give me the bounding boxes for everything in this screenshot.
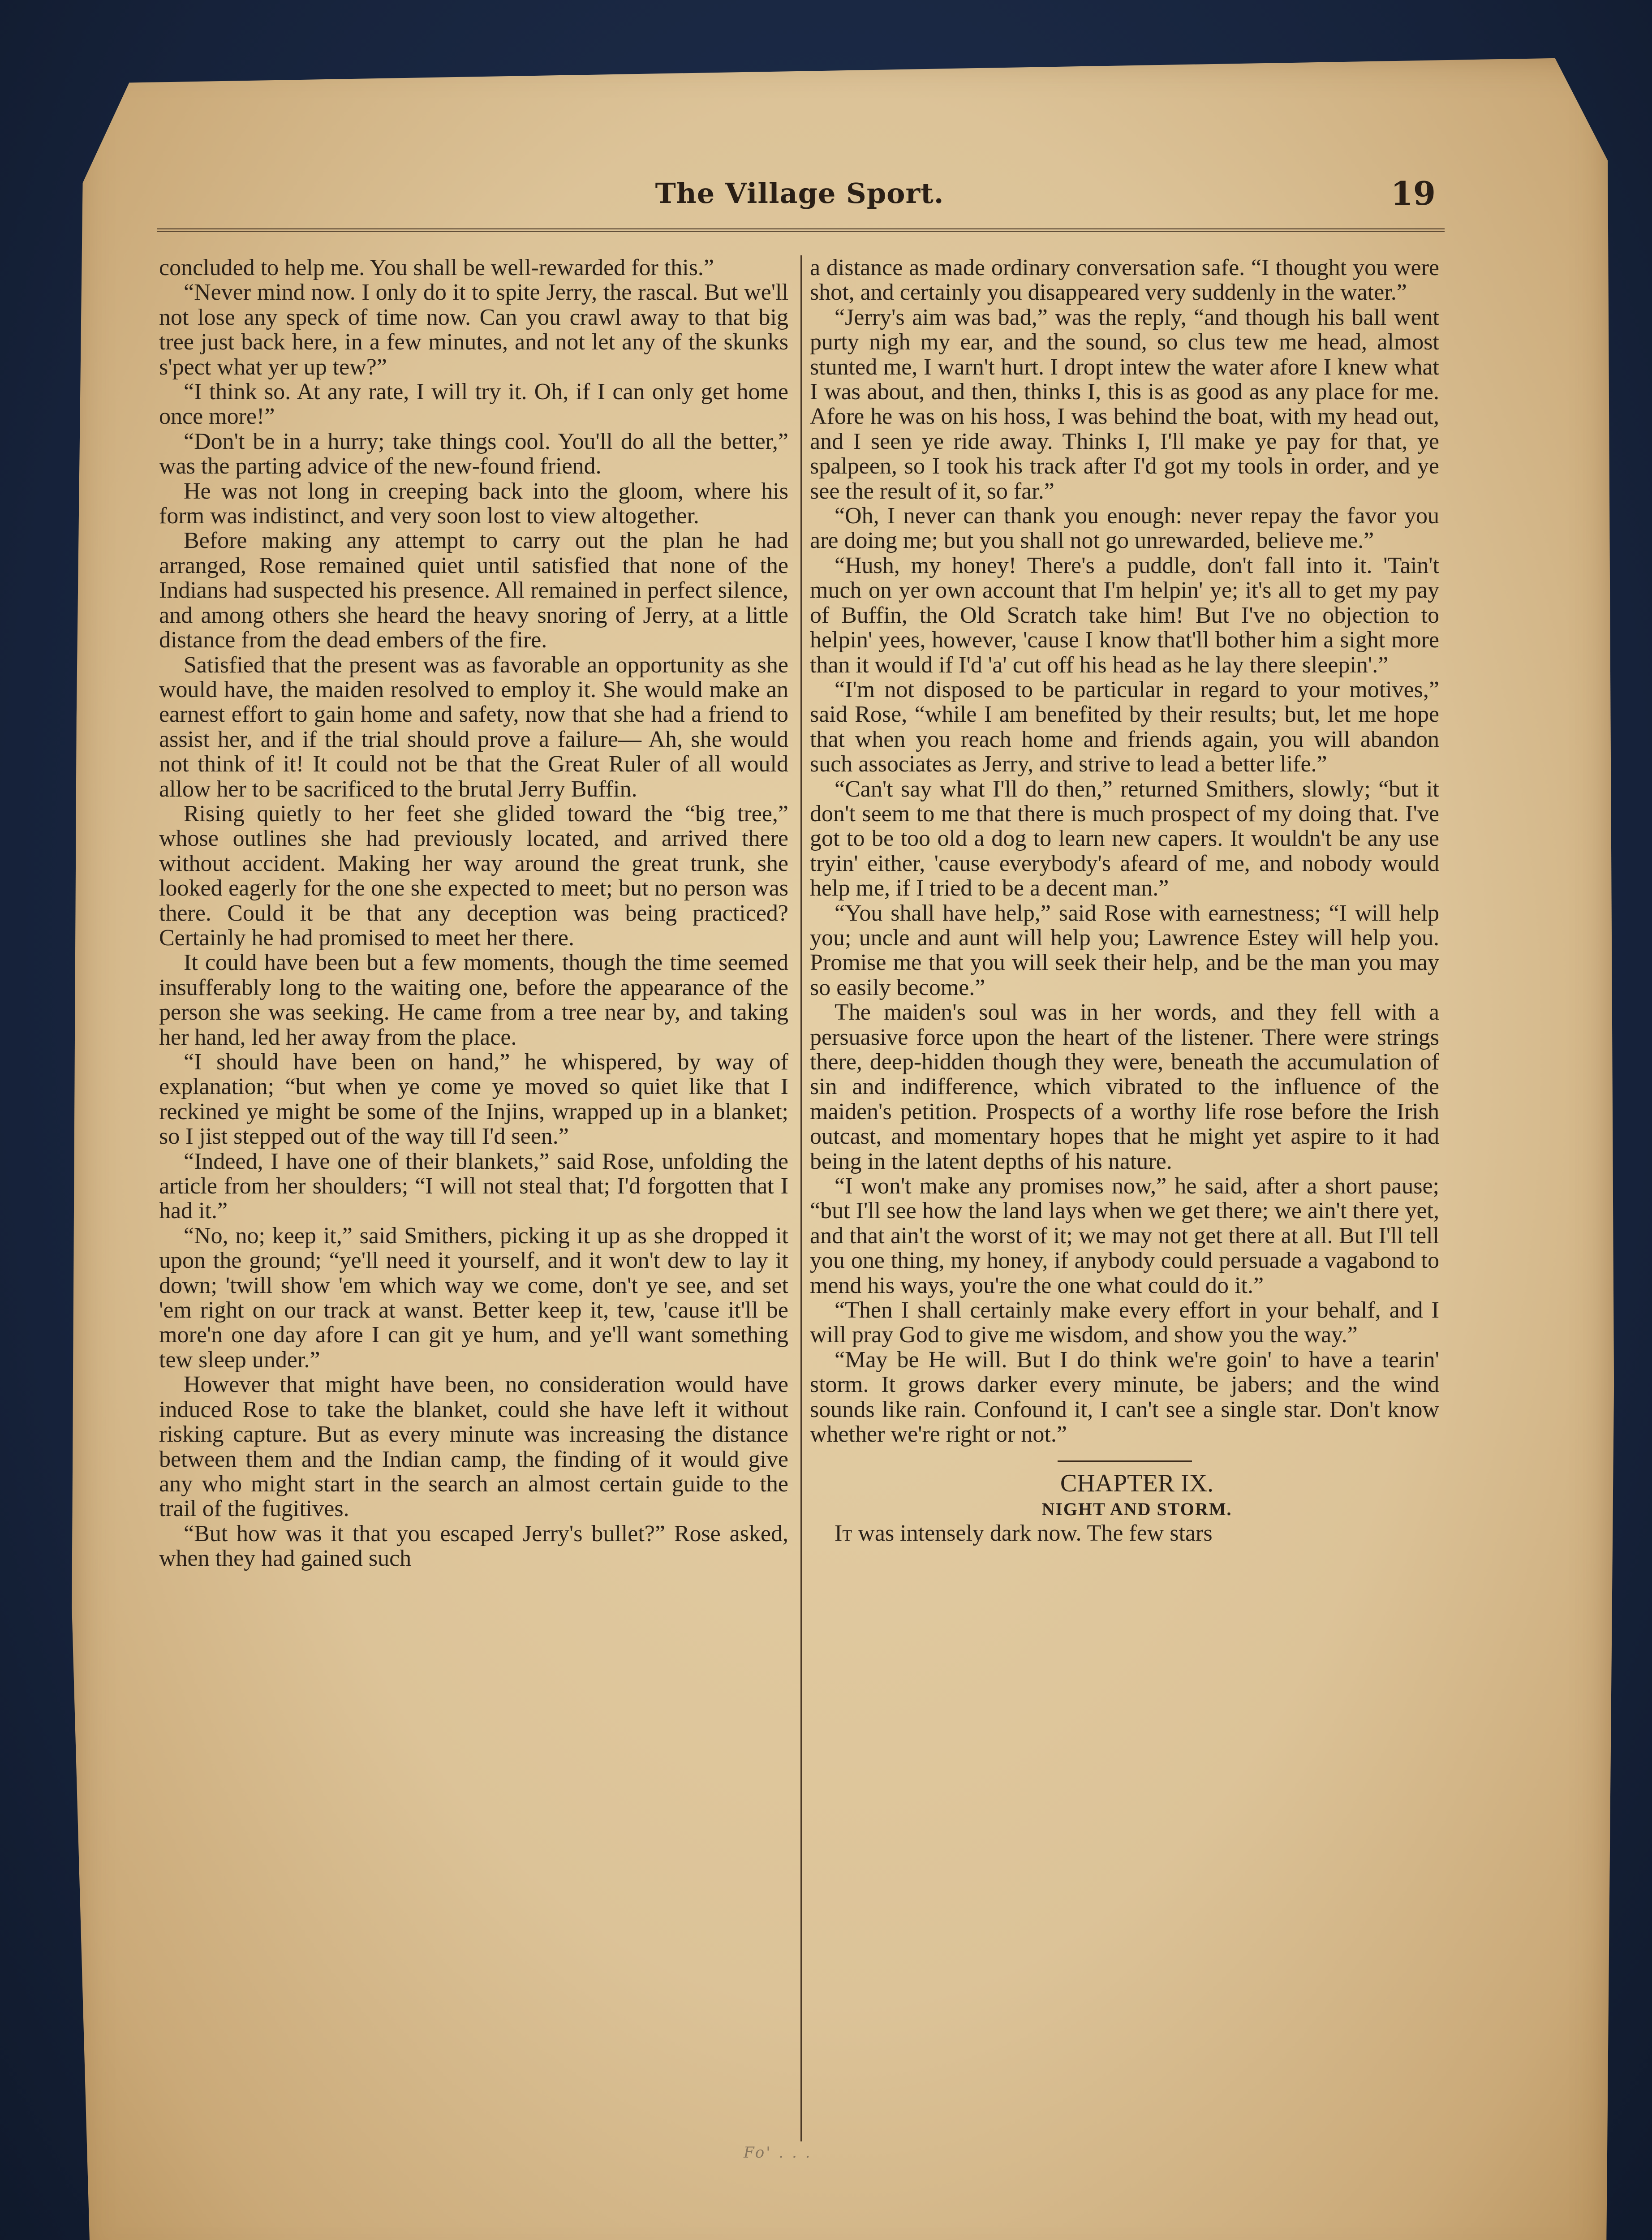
running-title: The Village Sport. xyxy=(655,177,944,210)
column-divider xyxy=(800,255,802,2141)
paragraph: “I won't make any promises now,” he said, after a short pause; “but I'll see how the land lays when we get there; we ain't there yet, and that ain't the worst of it; we may not get there at all. But I'll tell you one thing, my honey, if anybody could persuade a vagabond to mend his ways, you're the one what could do it.” xyxy=(810,1173,1439,1298)
paragraph: “Can't say what I'll do then,” returned Smithers, slowly; “but it don't seem to me that there is much prospect of my doing that. I've got to be too old a dog to learn new capers. It wouldn't be any use tryin' either, 'cause everybody's afeard of me, and nobody would help me, if I tried to be a decent man.” xyxy=(810,776,1439,901)
paragraph: The maiden's soul was in her words, and they fell with a persuasive force upon the heart of the listener. There were strings there, deep-hidden though they were, beneath the accumulation of sin and indifference, which vibrated to the influence of the maiden's petition. Prospects of a worthy life rose before the Irish outcast, and momentary hopes that he might yet aspire to it had being in the latent depths of his nature. xyxy=(810,999,1439,1174)
header-rule xyxy=(157,228,1445,232)
paragraph: “Never mind now. I only do it to spite Jerry, the rascal. But we'll not lose any speck of time now. Can you crawl away to that big tree just back here, in a few minutes, and not let any of the skunks s'pect what yer up tew?” xyxy=(159,280,788,380)
paragraph: “Oh, I never can thank you enough: never repay the favor you are doing me; but you shall not go unrewarded, believe me.” xyxy=(810,503,1439,554)
chapter-rule xyxy=(1058,1460,1192,1462)
paragraph: “Jerry's aim was bad,” was the reply, “and though his ball went purty nigh my ear, and the sound, so clus tew me head, almost stunted me, I warn't hurt. I dropt intew the water afore I knew what I was about, and then, thinks I, this is as good as any place for me. Afore he was on his hoss, I was behind the boat, with my head out, and I seen ye ride away. Thinks I, I'll make ye pay for that, ye spalpeen, so I took his track after I'd got my tools in order, and ye see the result of it, so far.” xyxy=(810,304,1439,504)
chapter-subtitle: NIGHT AND STORM. xyxy=(1041,1499,1232,1519)
page-header xyxy=(159,174,1440,226)
paragraph: Rising quietly to her feet she glided toward the “big tree,” whose outlines she had previously located, and arrived there without accident. Making her way around the great trunk, she looked eagerly for the one she expected to meet; but no person was there. Could it be that any deception was being practiced? Certainly he had promised to meet her there. xyxy=(159,801,788,951)
chapter-opening-word: It xyxy=(835,1520,852,1546)
paragraph: “Then I shall certainly make every effort in your behalf, and I will pray God to give me wisdom, and show you the way.” xyxy=(810,1297,1439,1348)
right-paragraphs xyxy=(810,255,1439,1447)
paragraph: “I think so. At any rate, I will try it. Oh, if I can only get home once more!” xyxy=(159,379,788,430)
pencil-marginalia: Fo' . . . xyxy=(744,2144,812,2162)
paragraph: However that might have been, no consideration would have induced Rose to take the blanket, could she have left it without risking capture. But as every minute was increasing the distance between them and the Indian camp, the finding of it would give any who might start in the search an almost certain guide to the trail of the fugitives. xyxy=(159,1372,788,1522)
paragraph: “You shall have help,” said Rose with earnestness; “I will help you; uncle and aunt will help you; Lawrence Estey will help you. Promise me that you will seek their help, and be the man you may so easily become.” xyxy=(810,900,1439,1000)
paragraph: a distance as made ordinary conversation safe. “I thought you were shot, and certainly you disappeared very suddenly in the water.” xyxy=(810,255,1439,306)
paragraph: “But how was it that you escaped Jerry's bullet?” Rose asked, when they had gained such xyxy=(159,1521,788,1572)
paragraph: “Don't be in a hurry; take things cool. You'll do all the better,” was the parting advice of the new-found friend. xyxy=(159,428,788,479)
chapter-heading: CHAPTER IX. xyxy=(1060,1469,1214,1497)
paragraph: “Indeed, I have one of their blankets,” said Rose, unfolding the article from her shoulders; “I will not steal that; I'd forgotten that I had it.” xyxy=(159,1148,788,1224)
paragraph: Satisfied that the present was as favorable an opportunity as she would have, the maiden resolved to employ it. She would make an earnest effort to gain home and safety, now that she had a friend to assist her, and if the trial should prove a failure— Ah, she would not think of it! It could not be that the Great Ruler of all would allow her to be sacrificed to the brutal Jerry Buffin. xyxy=(159,652,788,802)
paragraph: concluded to help me. You shall be well-rewarded for this.” xyxy=(159,255,714,280)
paragraph: “No, no; keep it,” said Smithers, picking it up as she dropped it upon the ground; “ye'll need it yourself, and it won't dew to lay it down; 'twill show 'em which way we come, don't ye see, and set 'em right on our track at wanst. Better keep it, tew, 'cause it'll be more'n one day afore I can git ye hum, and ye'll want something tew sleep under.” xyxy=(159,1223,788,1373)
chapter-opening-text: was intensely dark now. The few stars xyxy=(858,1520,1213,1546)
paragraph: It could have been but a few moments, though the time seemed insufferably long to the waiting one, before the appearance of the person she was seeking. He came from a tree near by, and taking her hand, led her away from the place. xyxy=(159,950,788,1050)
left-text-column xyxy=(159,255,788,1571)
right-text-column xyxy=(810,255,1439,1546)
page-number: 19 xyxy=(1390,174,1436,212)
paragraph: Before making any attempt to carry out the plan he had arranged, Rose remained quiet until satisfied that none of the Indians had suspected his presence. All remained in perfect silence, and among others she heard the heavy snoring of Jerry, at a little distance from the dead embers of the fire. xyxy=(159,528,788,653)
paragraph: “Hush, my honey! There's a puddle, don't fall into it. 'Tain't much on yer own account that I'm helpin' ye; it's all to get my pay of Buffin, the Old Scratch take him! But I've no objection to helpin' yees, however, 'cause I know that'll bother him a sight more than it would if I'd 'a' cut off his head as he lay there sleepin'.” xyxy=(810,552,1439,678)
paragraph: “I should have been on hand,” he whispered, by way of explanation; “but when ye come ye moved so quiet like that I reckined ye might be some of the Injins, wrapped up in a blanket; so I jist stepped out of the way till I'd seen.” xyxy=(159,1049,788,1150)
paragraph: “I'm not disposed to be particular in regard to your motives,” said Rose, “while I am benefited by their results; but, let me hope that when you reach home and friends again, you will abandon such associates as Jerry, and strive to lead a better life.” xyxy=(810,676,1439,777)
paragraph: “May be He will. But I do think we're goin' to have a tearin' storm. It grows darker every minute, be jabers; and the wind sounds like rain. Confound it, I can't see a single star. Don't know whether we're right or not.” xyxy=(810,1347,1439,1447)
paragraph: He was not long in creeping back into the gloom, where his form was indistinct, and very soon lost to view altogether. xyxy=(159,478,788,529)
chapter-opening-paragraph xyxy=(810,1521,1439,1546)
